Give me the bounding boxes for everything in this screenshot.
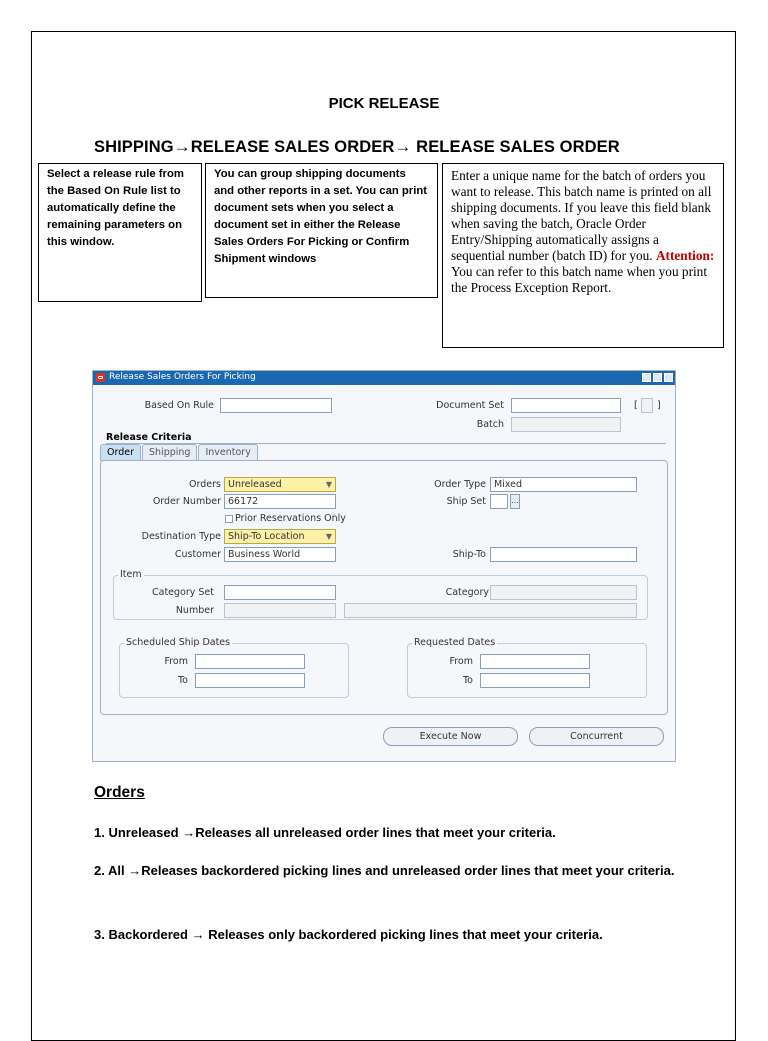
item-description-field[interactable] <box>344 603 637 618</box>
number-field[interactable] <box>224 603 336 618</box>
req-from-field[interactable] <box>480 654 590 669</box>
sched-from-field[interactable] <box>195 654 305 669</box>
note-document-set: You can group shipping documents and other reports in a set. You can print document sets when you select a document set in either the Release Sales Orders For Picking or Confirm Shipment windows <box>205 163 438 298</box>
option-name: All <box>107 863 125 878</box>
option-description: Releases backordered picking lines and unreleased order lines that meet your criteria. <box>141 863 675 878</box>
option-description: Releases only backordered picking lines that meet your criteria. <box>208 927 603 942</box>
based-on-rule-label: Based On Rule <box>144 400 214 411</box>
release-criteria-tabs <box>100 444 259 461</box>
orders-label: Orders <box>189 479 221 490</box>
dropdown-arrow-icon: ▼ <box>325 532 332 541</box>
attention-text: You can refer to this batch name when you print the Process Exception Report. <box>451 264 708 295</box>
orders-select[interactable] <box>224 477 336 492</box>
note-batch-text: Enter a unique name for the batch of orders you want to release. This batch name is printed on all shipping documents. If you leave this field blank when saving the batch, Oracle Order Entry/Shipping automatically assigns a sequential number (batch ID) for you. <box>451 168 712 263</box>
prior-reservations-label: Prior Reservations Only <box>235 513 346 524</box>
based-on-rule-field[interactable] <box>220 398 332 413</box>
note-batch <box>442 163 724 348</box>
concurrent-button[interactable]: Concurrent <box>529 727 664 746</box>
req-to-label: To <box>462 675 473 686</box>
sched-to-label: To <box>177 675 188 686</box>
sched-from-label: From <box>164 656 188 667</box>
path-step-3: RELEASE SALES ORDER <box>416 138 620 156</box>
category-field[interactable] <box>490 585 637 600</box>
dropdown-arrow-icon: ▼ <box>325 480 332 489</box>
path-step-1: SHIPPING <box>94 138 174 156</box>
category-set-label: Category Set <box>151 587 214 598</box>
arrow-icon: → <box>173 137 191 156</box>
document-set-field[interactable] <box>511 398 621 413</box>
arrow-icon: → <box>182 825 196 840</box>
oracle-logo-icon <box>96 373 105 382</box>
option-number: 3. <box>94 927 105 942</box>
descriptive-flexfield[interactable] <box>641 398 653 413</box>
release-criteria-header: Release Criteria <box>106 432 192 443</box>
release-sales-orders-window <box>92 370 676 762</box>
option-description: Releases all unreleased order lines that meet your criteria. <box>195 825 556 840</box>
navigation-path <box>94 137 620 157</box>
prior-reservations-checkbox[interactable] <box>225 515 233 523</box>
req-from-label: From <box>449 656 473 667</box>
ship-to-field[interactable] <box>490 547 637 562</box>
option-number: 2. <box>94 863 105 878</box>
customer-label: Customer <box>174 549 221 560</box>
execute-now-button[interactable]: Execute Now <box>383 727 518 746</box>
category-label: Category <box>445 587 489 598</box>
order-type-label: Order Type <box>434 479 486 490</box>
arrow-icon: → <box>128 863 142 878</box>
number-label: Number <box>175 605 214 616</box>
requested-dates-label: Requested Dates <box>414 637 496 648</box>
arrow-icon: → <box>394 137 412 156</box>
note-release-rule: Select a release rule from the Based On Rule list to automatically define the remaining parameters on this window. <box>38 163 202 302</box>
arrow-icon: → <box>191 927 205 942</box>
minimize-icon[interactable] <box>642 373 651 382</box>
scheduled-ship-dates-group <box>119 637 349 698</box>
option-name: Unreleased <box>108 825 179 840</box>
maximize-icon[interactable] <box>653 373 662 382</box>
order-number-field[interactable]: 66172 <box>224 494 336 509</box>
orders-value: Unreleased <box>228 479 282 490</box>
order-option-1 <box>94 822 694 844</box>
order-option-2 <box>94 860 694 882</box>
window-titlebar <box>93 371 675 385</box>
destination-type-label: Destination Type <box>141 531 221 542</box>
customer-field[interactable]: Business World <box>224 547 336 562</box>
tab-inventory[interactable]: Inventory <box>198 444 257 461</box>
sched-to-field[interactable] <box>195 673 305 688</box>
ship-to-label: Ship-To <box>452 549 486 560</box>
attention-label: Attention: <box>655 248 715 263</box>
category-set-field[interactable] <box>224 585 336 600</box>
bracket-close: ] <box>657 400 661 411</box>
tab-shipping[interactable]: Shipping <box>142 444 197 461</box>
req-to-field[interactable] <box>480 673 590 688</box>
path-step-2: RELEASE SALES ORDER <box>190 138 395 156</box>
doc-title: PICK RELEASE <box>328 95 440 112</box>
window-title: Release Sales Orders For Picking <box>109 372 256 382</box>
option-name: Backordered <box>108 927 188 942</box>
bracket-open: [ <box>634 400 638 411</box>
ship-set-field[interactable] <box>490 494 508 509</box>
order-tab-pane <box>100 460 668 715</box>
ship-set-label: Ship Set <box>446 496 486 507</box>
item-group <box>113 569 648 620</box>
tab-order[interactable]: Order <box>100 444 141 461</box>
scheduled-ship-dates-label: Scheduled Ship Dates <box>126 637 231 648</box>
requested-dates-group <box>407 637 647 698</box>
order-number-label: Order Number <box>152 496 221 507</box>
ship-set-lov-button[interactable]: … <box>510 494 520 509</box>
order-option-3 <box>94 924 694 946</box>
item-group-label: Item <box>120 569 142 580</box>
destination-type-value: Ship-To Location <box>228 531 305 542</box>
order-type-field[interactable]: Mixed <box>490 477 637 492</box>
batch-field[interactable] <box>511 417 621 432</box>
close-icon[interactable] <box>664 373 673 382</box>
destination-type-select[interactable] <box>224 529 336 544</box>
option-number: 1. <box>94 825 105 840</box>
batch-label: Batch <box>476 419 504 430</box>
document-set-label: Document Set <box>436 400 504 411</box>
orders-heading: Orders <box>94 784 145 801</box>
